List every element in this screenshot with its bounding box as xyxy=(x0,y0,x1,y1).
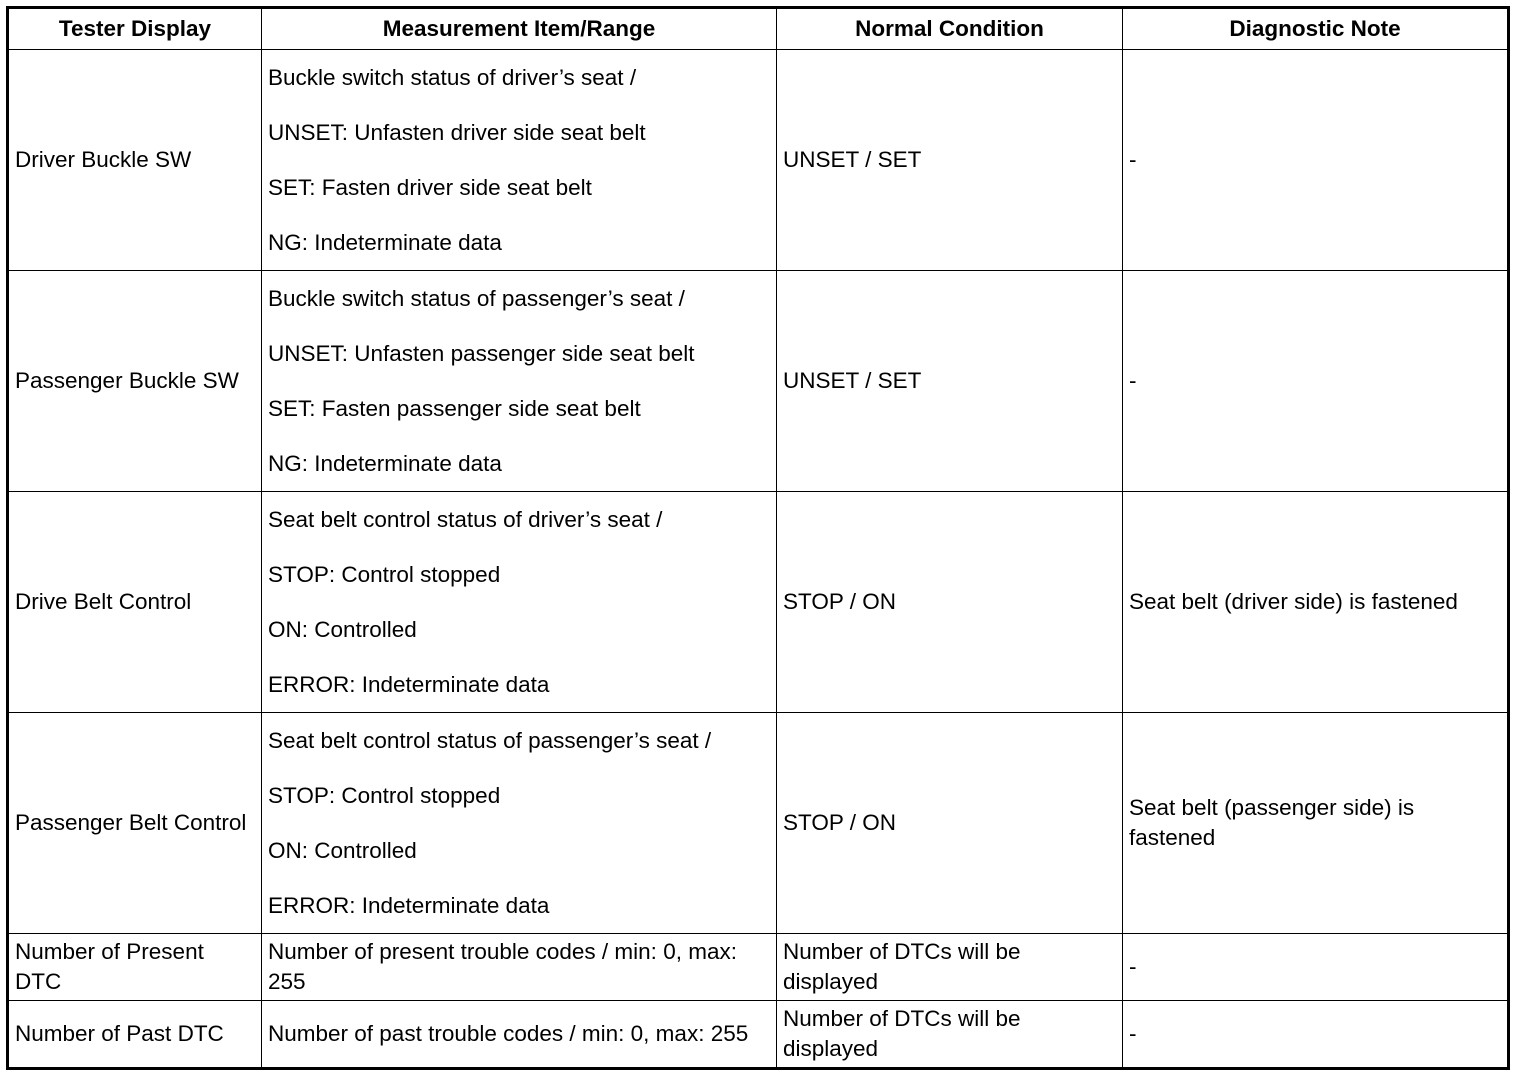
normal-condition-cell: UNSET / SET xyxy=(777,50,1123,271)
header-diagnostic-note: Diagnostic Note xyxy=(1123,8,1509,50)
range-line: ON: Controlled xyxy=(268,617,417,642)
normal-condition-cell: STOP / ON xyxy=(777,492,1123,713)
normal-condition-cell: Number of DTCs will be displayed xyxy=(777,1001,1123,1069)
header-row xyxy=(8,8,1509,50)
range-line: UNSET: Unfasten driver side seat belt xyxy=(268,120,646,145)
range-line: NG: Indeterminate data xyxy=(268,230,502,255)
range-line: ERROR: Indeterminate data xyxy=(268,893,550,918)
range-line: Seat belt control status of passenger’s seat / xyxy=(268,728,712,753)
range-line: NG: Indeterminate data xyxy=(268,451,502,476)
diagnostic-note-cell: Seat belt (passenger side) is fastened xyxy=(1123,713,1509,934)
measurement-range-cell xyxy=(262,271,777,492)
normal-condition-cell: UNSET / SET xyxy=(777,271,1123,492)
measurement-range-cell xyxy=(262,492,777,713)
table-row xyxy=(8,492,1509,713)
range-line: SET: Fasten driver side seat belt xyxy=(268,175,592,200)
measurement-range-cell xyxy=(262,50,777,271)
tester-display-cell: Passenger Buckle SW xyxy=(8,271,262,492)
header-normal-condition: Normal Condition xyxy=(777,8,1123,50)
table-row xyxy=(8,50,1509,271)
diagnostic-note-cell: Seat belt (driver side) is fastened xyxy=(1123,492,1509,713)
tester-display-cell: Passenger Belt Control xyxy=(8,713,262,934)
range-line: Buckle switch status of passenger’s seat / xyxy=(268,286,685,311)
range-line: UNSET: Unfasten passenger side seat belt xyxy=(268,341,695,366)
normal-condition-cell: Number of DTCs will be displayed xyxy=(777,934,1123,1001)
measurement-range-cell: Number of present trouble codes / min: 0, max: 255 xyxy=(262,934,777,1001)
data-list-table xyxy=(6,6,1510,1070)
diagnostic-note-cell: - xyxy=(1123,934,1509,1001)
diagnostic-note-cell: - xyxy=(1123,1001,1509,1069)
table-row xyxy=(8,1001,1509,1069)
normal-condition-cell: STOP / ON xyxy=(777,713,1123,934)
table-row xyxy=(8,934,1509,1001)
range-line: ON: Controlled xyxy=(268,838,417,863)
measurement-range-cell: Number of past trouble codes / min: 0, max: 255 xyxy=(262,1001,777,1069)
range-line: ERROR: Indeterminate data xyxy=(268,672,550,697)
diagnostic-note-cell: - xyxy=(1123,271,1509,492)
range-line: STOP: Control stopped xyxy=(268,562,501,587)
tester-display-cell: Driver Buckle SW xyxy=(8,50,262,271)
range-line: SET: Fasten passenger side seat belt xyxy=(268,396,641,421)
header-tester-display: Tester Display xyxy=(8,8,262,50)
header-measurement-item: Measurement Item/Range xyxy=(262,8,777,50)
tester-display-cell: Drive Belt Control xyxy=(8,492,262,713)
range-line: STOP: Control stopped xyxy=(268,783,501,808)
table-row xyxy=(8,271,1509,492)
measurement-range-cell xyxy=(262,713,777,934)
table-row xyxy=(8,713,1509,934)
diagnostic-note-cell: - xyxy=(1123,50,1509,271)
range-line: Seat belt control status of driver’s seat / xyxy=(268,507,663,532)
range-line: Buckle switch status of driver’s seat / xyxy=(268,65,637,90)
tester-display-cell: Number of Present DTC xyxy=(8,934,262,1001)
tester-display-cell: Number of Past DTC xyxy=(8,1001,262,1069)
